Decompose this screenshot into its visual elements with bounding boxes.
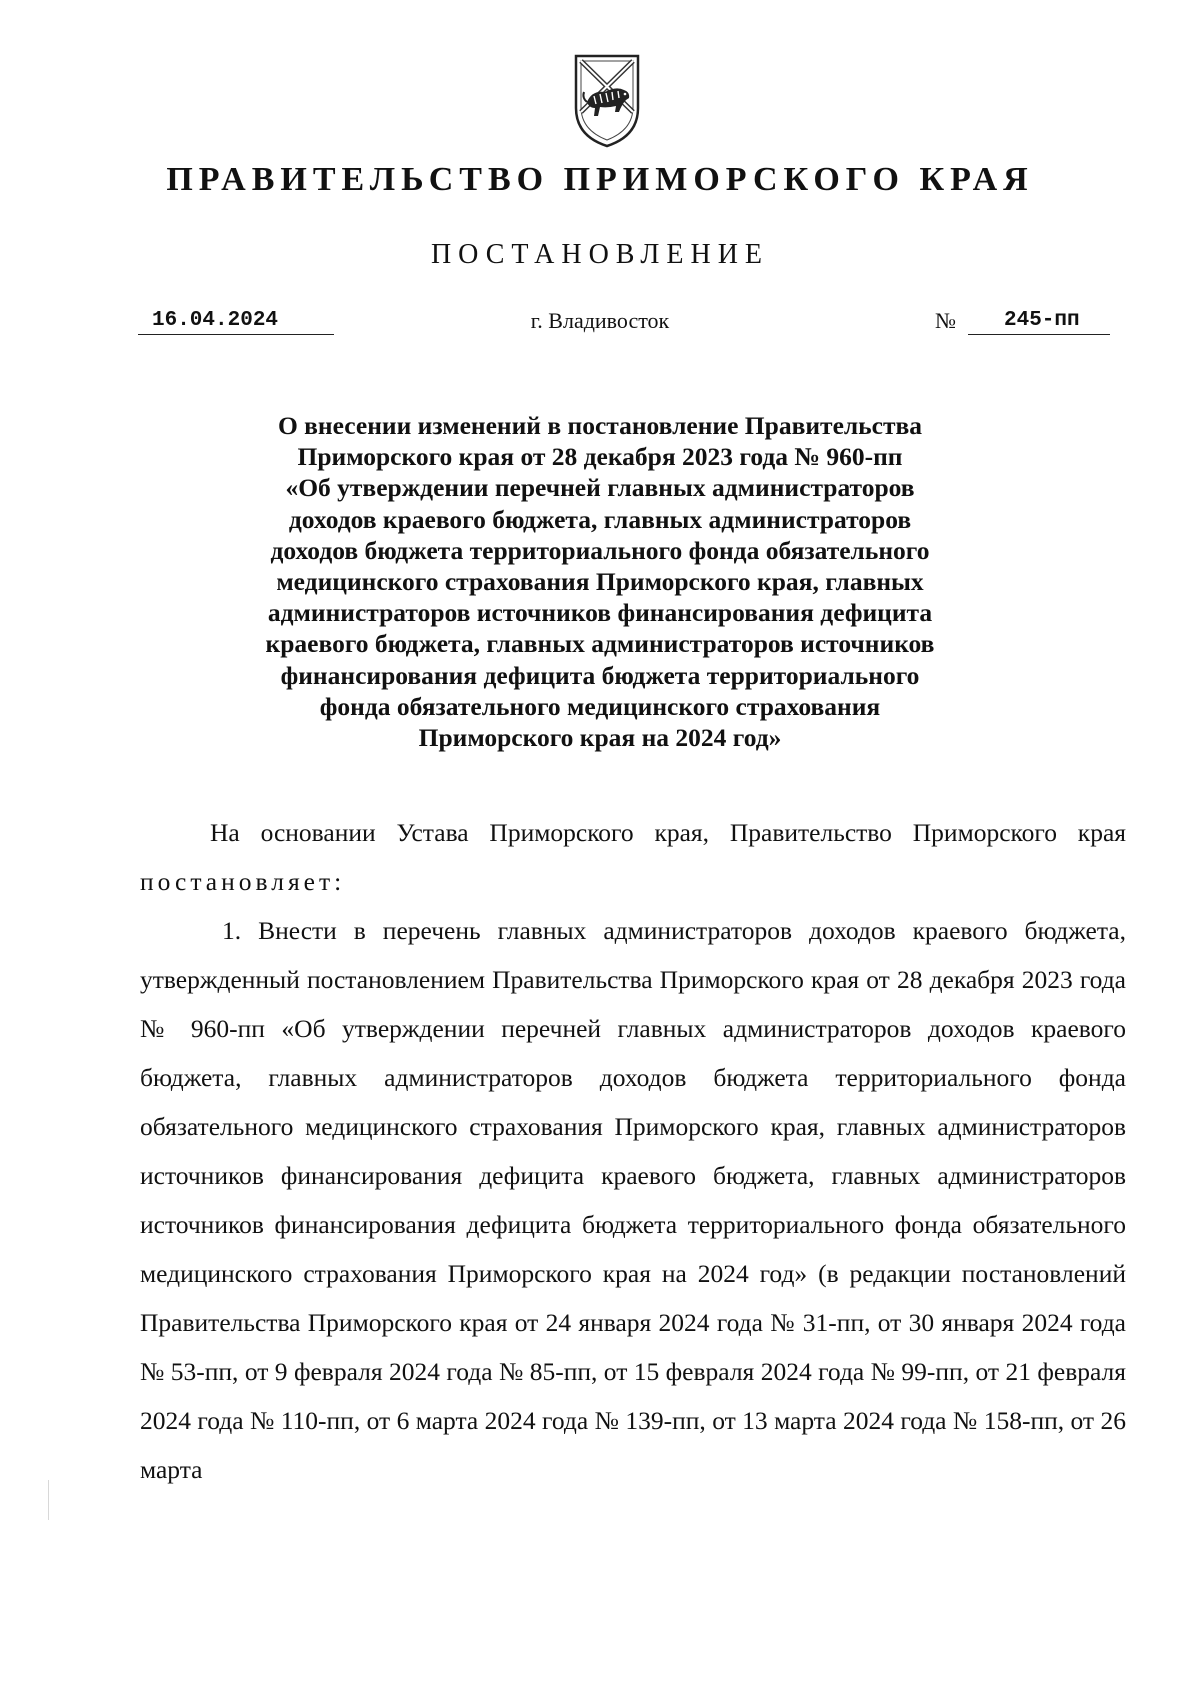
subject-line: фонда обязательного медицинского страхования <box>319 691 881 721</box>
preamble-paragraph <box>140 808 1126 906</box>
document-number: 245-пп <box>968 308 1110 335</box>
item-1-paragraph: 1. Внести в перечень главных администраторов доходов краевого бюджета, утвержденный постановлением Правительства Приморского края от 28 декабря 2023 года № 960-пп «Об утверждении перечней главных администраторов доходов краевого бюджета, главных администраторов доходов бюджета территориального фонда обязательного медицинского страхования Приморского края, главных администраторов источников финансирования дефицита краевого бюджета, главных администраторов источников финансирования дефицита бюджета территориального фонда обязательного медицинского страхования Приморского края на 2024 год» (в редакции постановлений Правительства Приморского края от 24 января 2024 года № 31-пп, от 30 января 2024 года № 53-пп, от 9 февраля 2024 года № 85-пп, от 15 февраля 2024 года № 99-пп, от 21 февраля 2024 года № 110-пп, от 6 марта 2024 года № 139-пп, от 13 марта 2024 года № 158-пп, от 26 марта <box>140 916 1126 1484</box>
document-subject <box>0 410 1200 753</box>
coat-of-arms-icon <box>572 50 642 150</box>
subject-line: Приморского края на 2024 год» <box>418 723 782 753</box>
document-body <box>140 808 1126 1494</box>
government-title: ПРАВИТЕЛЬСТВО ПРИМОРСКОГО КРАЯ <box>166 161 1034 198</box>
preamble-text: На основании Устава Приморского края, Правительство Приморского края <box>210 818 1126 847</box>
document-date: 16.04.2024 <box>138 308 334 335</box>
number-sign: № <box>935 308 956 333</box>
scan-artifact <box>48 1480 49 1520</box>
preamble-verb: постановляет: <box>140 867 346 896</box>
document-city: г. Владивосток <box>530 308 670 333</box>
subject-line: Приморского края от 28 декабря 2023 года № 960-пп <box>297 442 903 472</box>
subject-line: краевого бюджета, главных администраторов источников <box>265 629 935 659</box>
subject-line: финансирования дефицита бюджета территориального <box>280 660 920 690</box>
document-meta-row <box>0 306 1200 342</box>
document-type-title: ПОСТАНОВЛЕНИЕ <box>430 239 770 270</box>
subject-line: доходов краевого бюджета, главных администраторов <box>288 504 912 534</box>
subject-line: доходов бюджета территориального фонда обязательного <box>270 535 930 565</box>
subject-line: «Об утверждении перечней главных администраторов <box>285 473 915 503</box>
subject-line: администраторов источников финансирования дефицита <box>267 598 933 628</box>
subject-line: О внесении изменений в постановление Правительства <box>277 411 923 440</box>
subject-line: медицинского страхования Приморского края, главных <box>276 567 924 597</box>
